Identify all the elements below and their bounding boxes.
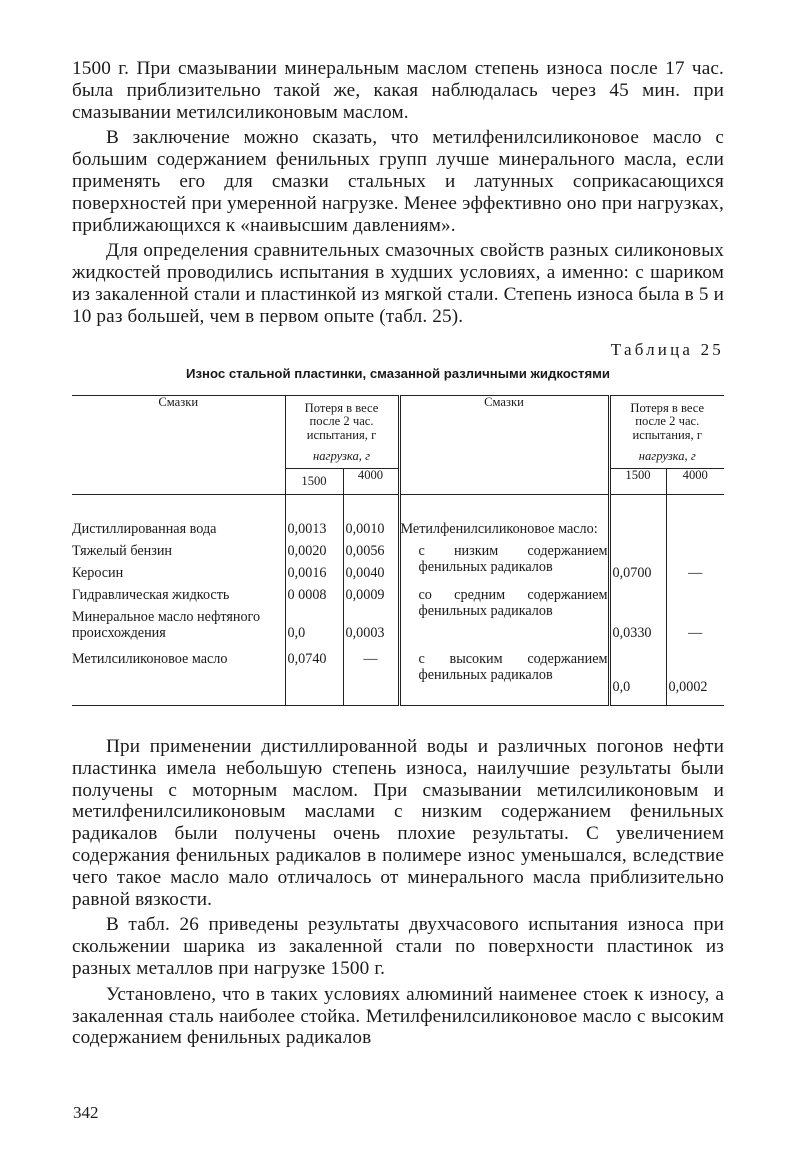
table-cell-value: — bbox=[343, 641, 399, 667]
paragraph-1: 1500 г. При смазывании минеральным маслом степень износа после 17 час. была приблизительно такой же, какая наблюдалась через 45 мин. при смазывании метилсиликоновым маслом. bbox=[72, 58, 724, 123]
table-cell-value: — bbox=[688, 625, 703, 642]
table-cell-value: 0,0010 bbox=[343, 521, 399, 537]
table-cell-value: 0,0330 bbox=[609, 603, 666, 641]
header-lubricant-left: Смазки bbox=[72, 395, 285, 495]
right-row-name: с низким содержанием фенильных радикалов bbox=[399, 537, 609, 581]
header-loss-left: Потеря в весе после 2 час. испытания, г bbox=[285, 395, 399, 442]
right-row-name: со средним содержанием фенильных радикалов bbox=[399, 581, 609, 641]
right-row-name: с высоким содержанием фенильных радикалов bbox=[399, 641, 609, 697]
right-group-header: Метилфенилсиликоновое масло: bbox=[399, 521, 609, 537]
table-cell-value: 0,0700 bbox=[609, 559, 666, 581]
wear-table bbox=[72, 395, 724, 707]
table-cell-value: 0,0040 bbox=[343, 559, 399, 581]
page-number: 342 bbox=[73, 1103, 99, 1122]
paragraph-2: В заключение можно сказать, что метилфенилсиликоновое масло с большим содержанием фенильных групп лучше минерального масла, если применять его для смазки стальных и латунных соприкасающихся поверхностей при умеренной нагрузке. Менее эффективно оно при нагрузках, приближающихся к «наивысшим давлениям». bbox=[72, 127, 724, 236]
header-4000-right: 4000 bbox=[666, 468, 724, 495]
paragraph-4: При применении дистиллированной воды и различных погонов нефти пластинка имела небольшую степень износа, наилучшие результаты были получены с моторным маслом. При смазывании метилсиликоновым и метилфенилсиликоновым маслами с низким содержанием фенильных радикалов были получены очень плохие результаты. С увеличением содержания фенильных радикалов в полимере износ уменьшался, вследствие чего такое масло мало отличалось от минерального масла приблизительно равной вязкости. bbox=[72, 736, 724, 910]
paragraph-3: Для определения сравнительных смазочных свойств разных силиконовых жидкостей проводились испытания в худших условиях, а именно: с шариком из закаленной стали и пластинкой из мягкой стали. Степень износа была в 5 и 10 раз большей, чем в первом опыте (табл. 25). bbox=[72, 240, 724, 327]
table-row-name: Минеральное масло нефтяного происхождения bbox=[72, 603, 285, 641]
header-1500-left: 1500 bbox=[285, 468, 343, 495]
table-cell-value: 0,0009 bbox=[343, 581, 399, 603]
header-loss-right: Потеря в весе после 2 час. испытания, г bbox=[609, 395, 724, 442]
table-cell-value: 0,0740 bbox=[285, 641, 343, 667]
header-lubricant-right: Смазки bbox=[399, 395, 609, 495]
table-cell-value: 0,0020 bbox=[285, 537, 343, 559]
table-cell-value: 0,0056 bbox=[343, 537, 399, 559]
header-4000-left: 4000 bbox=[343, 468, 399, 495]
table-cell-value: 0,0 bbox=[609, 667, 666, 697]
table-cell-value: 0,0003 bbox=[343, 603, 399, 641]
table-cell-value: 0,0002 bbox=[668, 679, 708, 696]
table-cell-value: 0,0013 bbox=[285, 521, 343, 537]
header-load-left: нагрузка, г bbox=[285, 442, 399, 468]
paragraph-5: В табл. 26 приведены результаты двухчасового испытания износа при скольжении шарика из закаленной стали по поверхности пластинок из разных металлов при нагрузке 1500 г. bbox=[72, 914, 724, 980]
table-row-name: Тяжелый бензин bbox=[72, 537, 285, 559]
table-title: Износ стальной пластинки, смазанной различными жидкостями bbox=[185, 365, 611, 381]
table-row-name: Гидравлическая жидкость bbox=[72, 581, 285, 603]
table-cell-value: — bbox=[688, 565, 703, 582]
page-content bbox=[72, 58, 724, 1049]
table-cell-value: 0,0016 bbox=[285, 559, 343, 581]
table-cell-value: 0 0008 bbox=[285, 581, 343, 603]
header-1500-right: 1500 bbox=[609, 468, 666, 495]
table-row-name: Керосин bbox=[72, 559, 285, 581]
table-caption: Таблица 25 bbox=[610, 339, 724, 359]
table-row-name: Метилсиликоновое масло bbox=[72, 641, 285, 667]
header-load-right: нагрузка, г bbox=[638, 449, 696, 464]
table-row-name: Дистиллированная вода bbox=[72, 521, 285, 537]
table-cell-value: 0,0 bbox=[285, 603, 343, 641]
paragraph-6: Установлено, что в таких условиях алюминий наименее стоек к износу, а закаленная сталь наиболее стойка. Метилфенилсиликоновое масло с высоким содержанием фенильных радикалов bbox=[72, 983, 724, 1049]
